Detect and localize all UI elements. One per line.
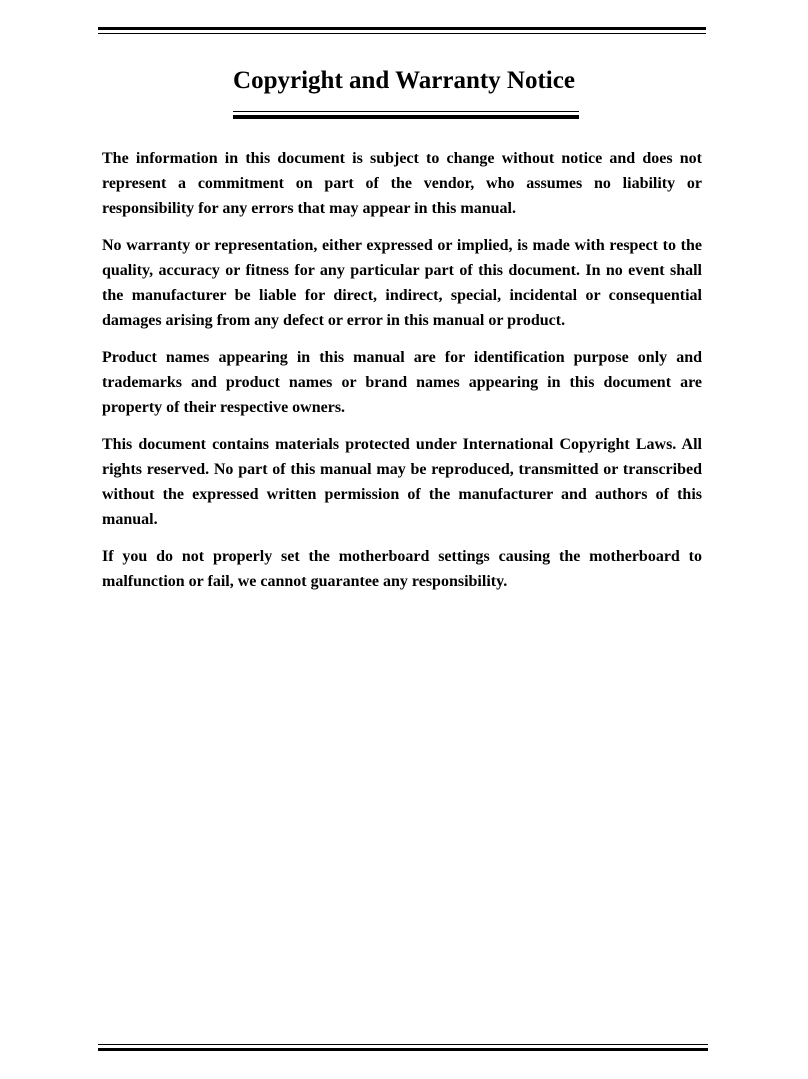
page-title: Copyright and Warranty Notice	[233, 67, 575, 94]
paragraph-trademarks: Product names appearing in this manual are for identification purpose only and trademarks and product names or brand names appearing in this document are property of their respective owners.	[102, 349, 702, 416]
notice-body	[102, 146, 702, 606]
paragraph-settings-disclaimer: If you do not properly set the motherboard settings causing the motherboard to malfunction or fail, we cannot guarantee any responsibility.	[102, 548, 702, 590]
top-rule-thin	[98, 33, 706, 34]
top-rule-thick	[98, 27, 706, 30]
paragraph-change-notice: The information in this document is subject to change without notice and does not represent a commitment on part of the vendor, who assumes no liability or responsibility for any errors that may appear in this manual.	[102, 150, 702, 217]
title-underline-thin	[233, 111, 579, 112]
title-underline-thick	[233, 115, 579, 119]
paragraph-no-warranty: No warranty or representation, either expressed or implied, is made with respect to the quality, accuracy or fitness for any particular part of this document. In no event shall the manufacturer be liable for direct, indirect, special, incidental or consequential damages arising from any defect or error in this manual or product.	[102, 237, 702, 329]
bottom-rule-thin	[98, 1044, 708, 1045]
bottom-rule-thick	[98, 1048, 708, 1051]
paragraph-copyright: This document contains materials protected under International Copyright Laws. All rights reserved. No part of this manual may be reproduced, transmitted or transcribed without the expressed written permission of the manufacturer and authors of this manual.	[102, 436, 702, 528]
